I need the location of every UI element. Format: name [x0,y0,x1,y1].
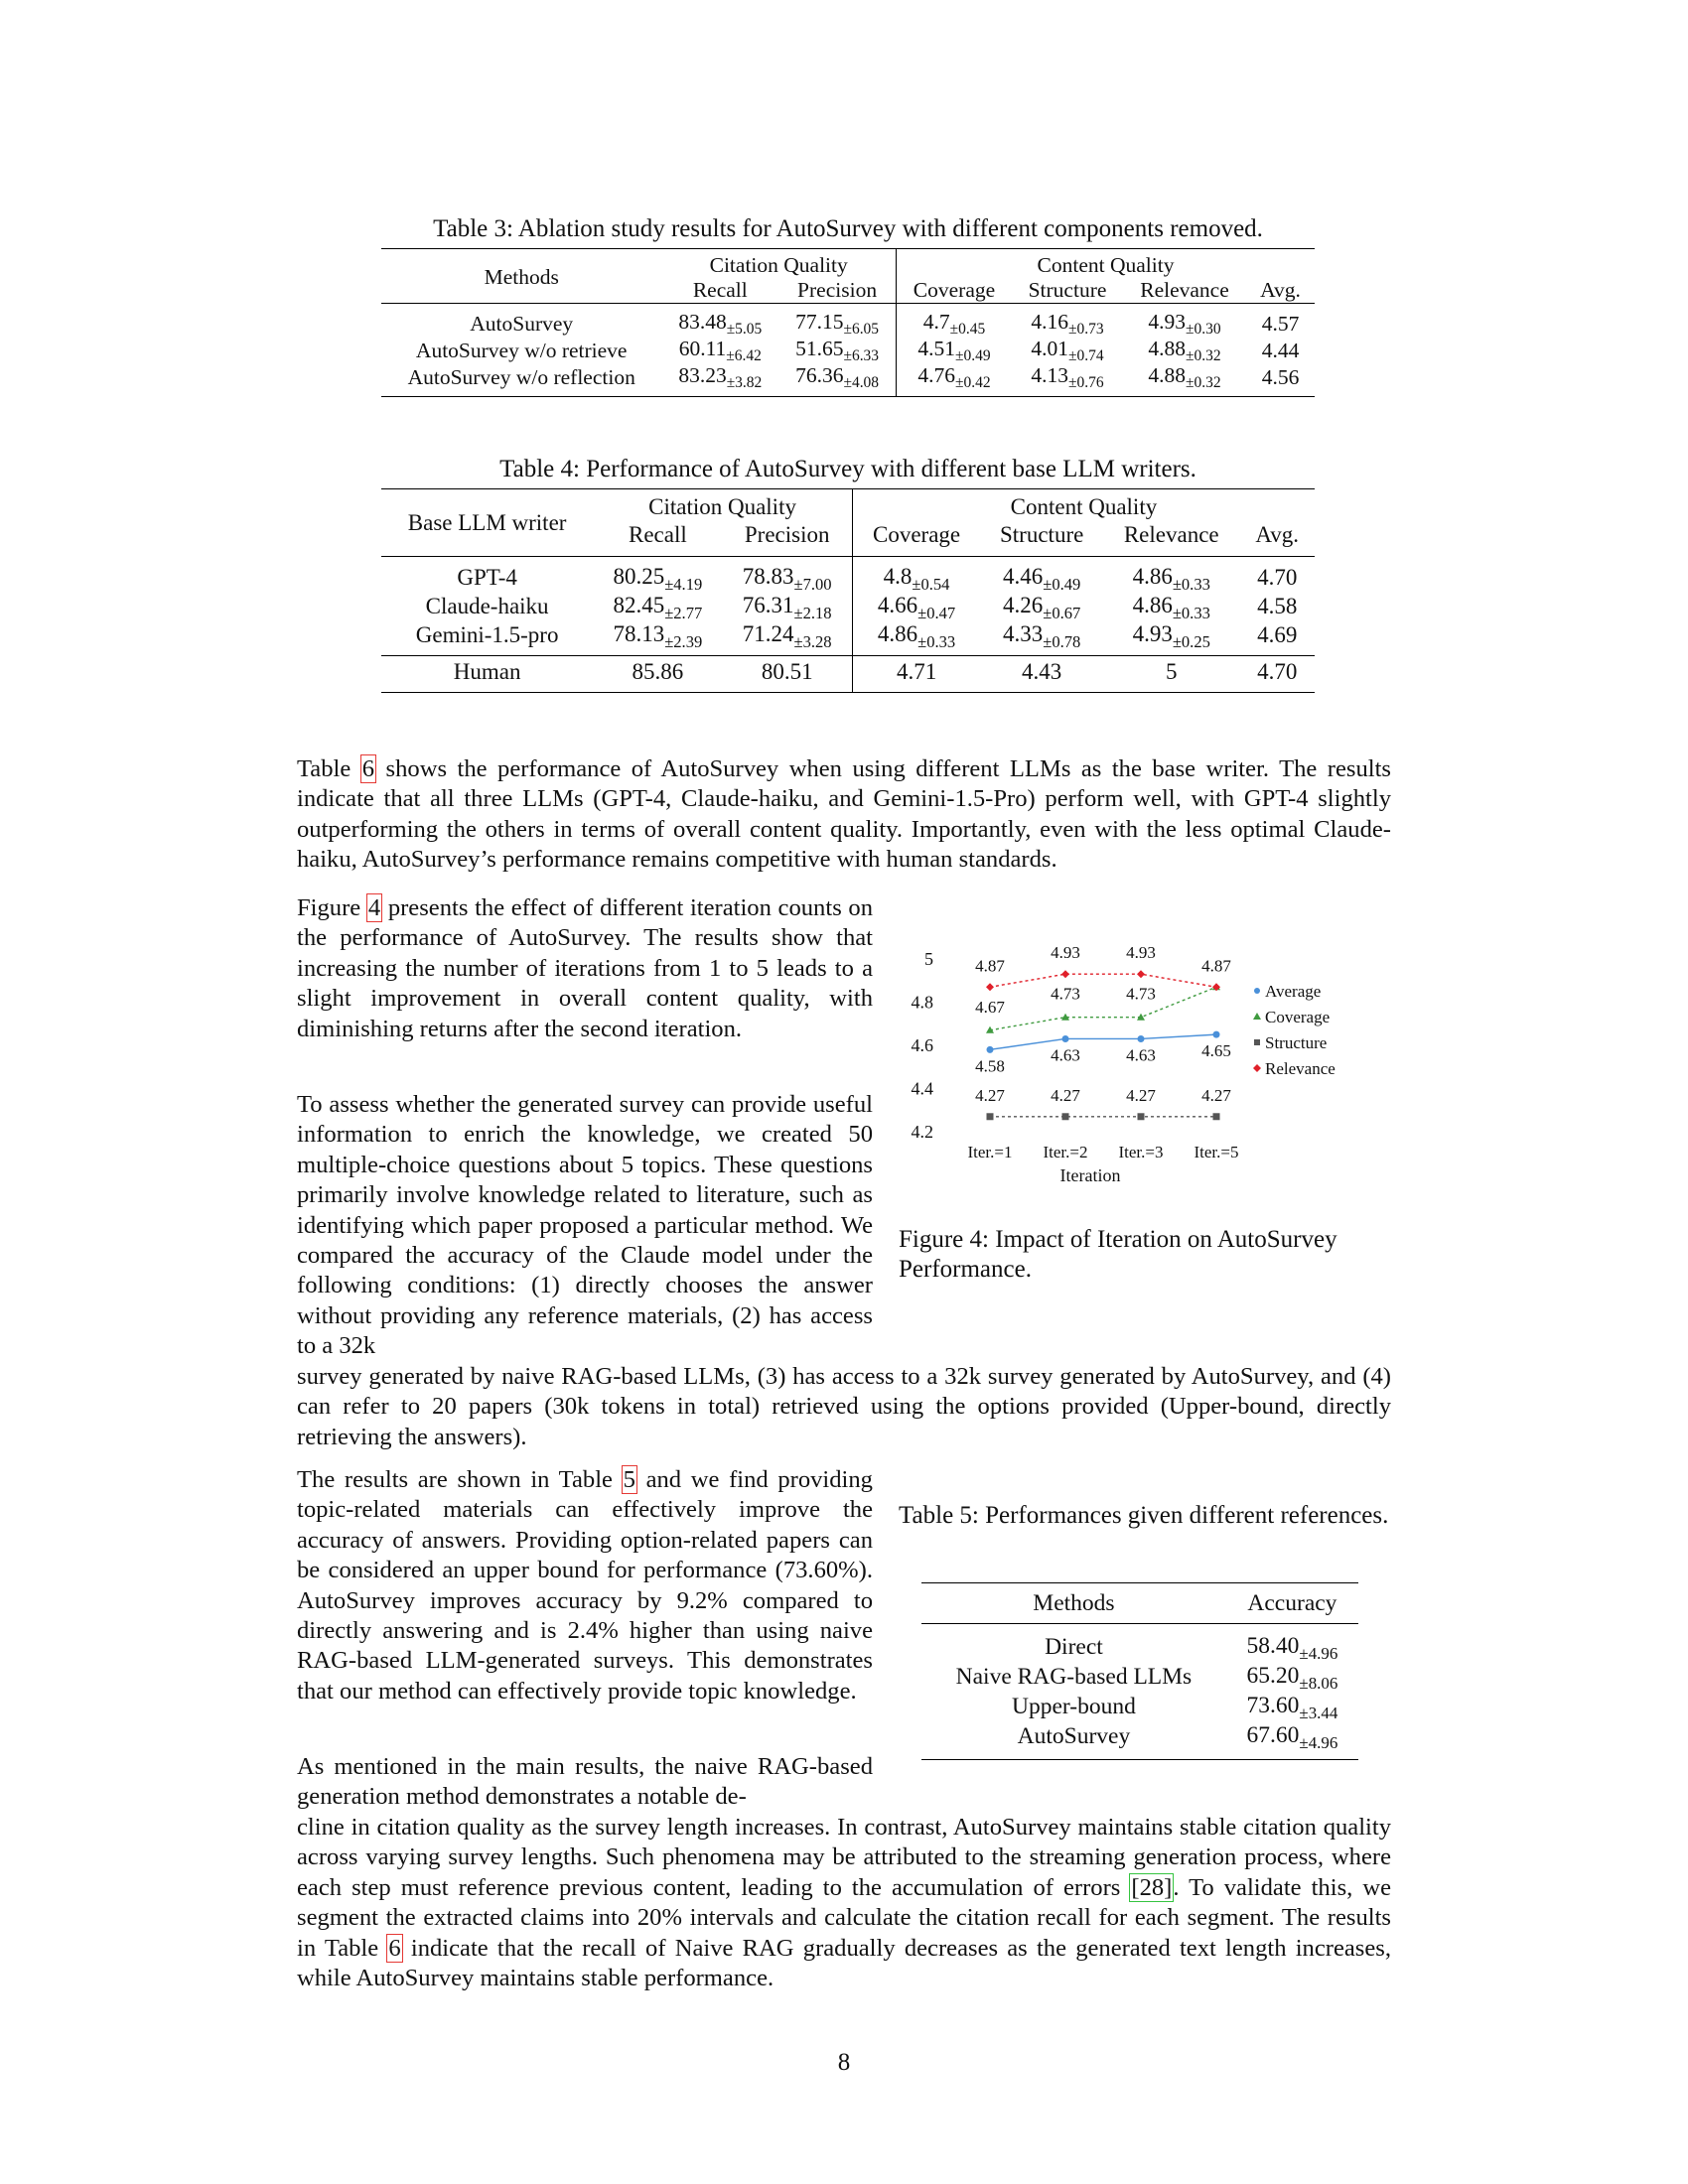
page-number: 8 [837,2049,851,2076]
table3-cell: 83.48 [678,310,727,334]
table3 [381,248,1315,397]
table4-cell: Gemini-1.5-pro [415,622,559,647]
table4-cell: 4.8 [883,564,913,589]
data-point [1213,1113,1220,1120]
table3-cell-pm: ±6.42 [726,347,762,365]
data-label: 4.67 [975,997,1005,1017]
table3-cell: 4.51 [917,337,956,360]
table3-cell: 4.88 [1148,337,1187,360]
table3-cell: 77.15 [795,310,844,334]
table4-cell-pm: ±0.47 [917,603,956,622]
table4-cell: 80.51 [761,659,813,684]
table3-cell: 4.13 [1031,363,1069,387]
data-point [1137,970,1145,978]
data-label: 4.27 [1201,1085,1231,1105]
series-line-relevance [990,974,1216,987]
table4-cell: Claude-haiku [425,594,549,618]
table4-cell: 5 [1165,659,1178,684]
table4-cell-pm: ±0.25 [1172,631,1210,651]
table4-cell-pm: ±0.49 [1043,574,1081,594]
x-tick-label: Iter.=3 [1118,1143,1164,1161]
data-label: 4.73 [1126,984,1156,1004]
table3-cell: AutoSurvey [470,311,574,336]
table4-cell-pm: ±4.19 [664,574,703,594]
series-line-average [990,1034,1216,1049]
table3-cell: 60.11 [678,337,727,360]
table4-head-structure: Structure [1000,522,1084,547]
table4-cell-pm: ±2.18 [793,603,832,622]
table3-cell: 4.88 [1148,363,1187,387]
table4-cell: 4.43 [1022,659,1062,684]
table-ref-link[interactable]: 5 [623,1466,635,1493]
table3-cell-pm: ±4.08 [843,374,880,392]
table4-cell: 4.86 [1132,593,1173,617]
table5-cell: AutoSurvey [1017,1722,1131,1749]
table4-cell-pm: ±0.33 [917,631,956,651]
table4-cell-pm: ±7.00 [793,574,832,594]
table4-cell: 80.25 [613,564,665,589]
data-label: 4.87 [1201,956,1231,976]
table3-cell: AutoSurvey w/o reflection [407,364,635,389]
table4-head-writer: Base LLM writer [407,510,567,535]
table4-cell-pm: ±3.28 [793,631,832,651]
table-row [381,592,1315,620]
legend-marker [1253,1064,1261,1072]
table5-head-accuracy: Accuracy [1247,1590,1337,1616]
table5-caption: Table 5: Performances given different references. [899,1502,1389,1529]
table3-cell-pm: ±0.32 [1186,347,1221,365]
text: indicate that the recall of Naive RAG gradually decreases as the generated text length increases, while AutoSurvey maintains stable performance. [297,1934,1392,1992]
data-label: 4.27 [1051,1085,1080,1105]
table-row [381,656,1315,693]
table4-cell: 4.33 [1003,621,1044,646]
text: To assess whether the generated survey can provide useful information to enrich the knowledge, we created 50 multiple-choice questions about 5 topics. These questions primarily involve knowledge related to literature, such as identifying which paper proposed a particular method. We compared the accuracy of the Claude model under the following conditions: (1) directly chooses the answer without providing any reference materials, (2) has access to a 32k [297,1091,873,1360]
table5-cell: 67.60 [1246,1722,1300,1748]
data-label: 4.65 [1201,1041,1231,1061]
data-label: 4.93 [1126,943,1156,963]
table4-cell: 78.83 [742,564,794,589]
paragraph [297,893,873,1044]
y-tick-label: 4.8 [911,992,933,1013]
table5 [921,1582,1358,1760]
table3-head-recall: Recall [692,278,748,302]
legend-marker [1253,1013,1261,1020]
table3-cell-pm: ±3.82 [726,374,763,392]
table-row [921,1662,1358,1692]
table4-head-content: Content Quality [852,489,1315,521]
table3-cell-pm: ±0.49 [955,347,991,365]
table3-cell: 4.76 [917,363,956,387]
table3-cell-pm: ±0.45 [949,321,986,339]
table4-cell: 4.86 [877,621,918,646]
table-row [381,363,1315,397]
paragraph [297,1362,1391,1452]
table3-cell: AutoSurvey w/o retrieve [415,338,628,362]
table5-cell: Direct [1045,1633,1103,1660]
data-label: 4.63 [1126,1045,1156,1065]
table4-cell: GPT-4 [457,565,517,590]
table4 [381,488,1315,693]
paragraph [297,1090,873,1362]
table5-cell: 65.20 [1246,1663,1300,1689]
table3-head-avg: Avg. [1260,278,1301,302]
data-point [1062,1113,1069,1120]
table5-cell-pm: ±3.44 [1299,1703,1338,1722]
table5-cell: Naive RAG-based LLMs [955,1663,1193,1690]
legend-marker [1254,988,1260,994]
table-ref-link[interactable]: 6 [388,1934,401,1962]
data-point [1138,1113,1145,1120]
legend-entry: Relevance [1265,1059,1336,1078]
table3-cell-pm: ±0.74 [1068,347,1104,365]
table5-cell-pm: ±8.06 [1299,1673,1338,1693]
table3-head-relevance: Relevance [1140,278,1229,302]
x-axis-label: Iteration [1059,1165,1121,1185]
table4-cell: 4.70 [1257,659,1298,684]
paragraph [297,1813,1391,1993]
table4-cell: 4.71 [852,656,980,693]
data-label: 4.27 [1126,1085,1156,1105]
table3-caption: Table 3: Ablation study results for AutoSurvey with different components removed. [433,215,1263,242]
y-tick-label: 4.2 [911,1122,933,1142]
paragraph [297,1752,873,1813]
table4-cell: 4.70 [1257,565,1298,590]
table4-cell-pm: ±2.77 [664,603,703,622]
table4-cell: 85.86 [632,659,684,684]
text: Figure [297,894,367,921]
table4-head-precision: Precision [744,522,830,547]
table3-cell-pm: ±0.30 [1186,321,1221,339]
table4-cell: 4.58 [1257,594,1298,618]
table3-head-coverage: Coverage [896,277,1012,304]
data-point [987,1113,994,1120]
table3-cell-pm: ±0.42 [955,374,991,392]
table4-cell: Human [453,659,521,684]
data-label: 4.87 [975,956,1005,976]
table3-cell: 4.16 [1031,310,1069,334]
table3-cell: 4.44 [1261,338,1300,362]
table-row [381,620,1315,656]
text: As mentioned in the main results, the naive RAG-based generation method demonstrates a notable de- [297,1753,873,1811]
table4-cell: 4.86 [1132,564,1173,589]
table4-cell: 76.31 [742,593,794,617]
legend-entry: Coverage [1265,1008,1331,1026]
citation-link[interactable]: [28] [1131,1873,1173,1901]
text: Table [297,755,361,782]
table3-head-methods: Methods [484,265,559,289]
table-row [381,337,1315,363]
table4-cell-pm: ±0.54 [912,574,950,594]
data-point [987,1046,994,1053]
data-point [986,983,994,991]
table4-head-coverage: Coverage [852,520,980,557]
legend-entry: Structure [1265,1033,1328,1052]
table-row [381,304,1315,338]
table3-cell-pm: ±0.76 [1068,374,1104,392]
table4-cell: 4.26 [1003,593,1044,617]
table4-cell-pm: ±0.33 [1172,574,1210,594]
text: and we find providing topic-related materials can effectively improve the accuracy of answers. Providing option-related papers can be considered an upper bound for performance (73.60%). AutoSurvey improves accuracy by 9.2% compared to directly answering and is 2.4% higher than using naive RAG-based LLM-generated surveys. This demonstrates that our method can effectively provide topic knowledge. [297,1466,873,1705]
data-label: 4.63 [1051,1045,1080,1065]
table-row [921,1721,1358,1760]
table4-cell-pm: ±0.33 [1172,603,1210,622]
x-tick-label: Iter.=2 [1043,1143,1088,1161]
table3-cell-pm: ±6.33 [843,347,880,365]
table3-cell: 4.56 [1261,364,1300,389]
table3-head-citation: Citation Quality [709,253,848,277]
data-label: 4.58 [975,1056,1005,1076]
text: The results are shown in Table [297,1466,623,1493]
table4-head-citation: Citation Quality [648,494,796,519]
table4-cell: 4.69 [1257,622,1298,647]
text: . To validate this, we segment the extracted claims into 20% intervals and calculate the citation recall for each segment. The results in Table [297,1873,1391,1962]
table4-caption: Table 4: Performance of AutoSurvey with different base LLM writers. [499,456,1196,482]
table3-cell: 4.93 [1148,310,1187,334]
text: shows the performance of AutoSurvey when using different LLMs as the base writer. The results indicate that all three LLMs (GPT-4, Claude-haiku, and Gemini-1.5-Pro) perform well, with GPT-4 slightly outperforming the others in terms of overall content quality. Importantly, even with the less optimal Claude-haiku, AutoSurvey’s performance remains competitive with human standards. [297,755,1391,874]
data-label: 4.27 [975,1085,1005,1105]
table5-cell-pm: ±4.96 [1299,1643,1338,1663]
table5-cell: 73.60 [1246,1693,1300,1718]
table3-head-structure: Structure [1028,278,1107,302]
x-tick-label: Iter.=1 [967,1143,1013,1161]
text: survey generated by naive RAG-based LLMs, (3) has access to a 32k survey generated by AutoSurvey, and (4) can refer to 20 papers (30k tokens in total) retrieved using the options provided (Upper-bound, directly retrieving the answers). [297,1363,1391,1450]
legend-marker [1254,1039,1260,1045]
figure4-chart [894,933,1370,1201]
table5-cell-pm: ±4.96 [1299,1732,1338,1752]
table3-cell-pm: ±6.05 [843,321,880,339]
table4-cell: 4.46 [1003,564,1044,589]
text: cline in citation quality as the survey length increases. In contrast, AutoSurvey maintains stable citation quality across varying survey lengths. Such phenomena may be attributed to the streaming generation process, where each step must reference previous content, leading to the accumulation of errors [297,1814,1391,1901]
table-ref-link[interactable]: 6 [361,755,375,782]
table3-cell: 4.7 [922,310,950,334]
table4-head-recall: Recall [628,522,687,547]
legend-entry: Average [1265,982,1322,1001]
series-line-coverage [990,984,1216,1030]
table4-cell-pm: ±0.67 [1043,603,1081,622]
table4-cell: 4.93 [1132,621,1173,646]
table5-cell: Upper-bound [1012,1693,1136,1719]
paragraph [297,1465,873,1706]
data-point [1213,1031,1220,1038]
table4-cell-pm: ±2.39 [664,631,703,651]
table-row [921,1692,1358,1721]
y-tick-label: 4.4 [911,1078,933,1099]
table3-cell-pm: ±5.05 [726,321,763,339]
table3-cell: 51.65 [795,337,844,360]
y-tick-label: 5 [924,949,933,969]
table5-head-methods: Methods [1033,1590,1115,1616]
figure-ref-link[interactable]: 4 [367,894,381,921]
data-point [1138,1035,1145,1042]
table4-cell-pm: ±0.78 [1043,631,1081,651]
y-tick-label: 4.6 [911,1035,933,1055]
table4-head-relevance: Relevance [1123,522,1219,547]
data-point [1062,1035,1069,1042]
table5-cell: 58.40 [1246,1633,1300,1659]
data-point [1061,970,1069,978]
table3-head-content: Content Quality [896,249,1315,278]
table3-cell-pm: ±0.73 [1068,321,1104,339]
text: presents the effect of different iteration counts on the performance of AutoSurvey. The results show that increasing the number of iterations from 1 to 5 leads to a slight improvement in overall content quality, with diminishing returns after the second iteration. [297,894,874,1042]
table3-cell: 76.36 [795,363,844,387]
table3-head-precision: Precision [797,278,878,302]
table4-cell: 4.66 [877,593,918,617]
paragraph [297,754,1391,876]
table3-cell-pm: ±0.32 [1186,374,1221,392]
data-label: 4.93 [1051,943,1080,963]
x-tick-label: Iter.=5 [1194,1143,1239,1161]
table4-head-avg: Avg. [1255,522,1300,547]
table-row [381,557,1315,593]
table4-cell: 71.24 [742,621,794,646]
table3-cell: 4.01 [1031,337,1069,360]
figure4-caption: Figure 4: Impact of Iteration on AutoSurvey Performance. [899,1226,1337,1283]
table3-cell: 4.57 [1261,311,1300,336]
table3-cell: 83.23 [678,363,727,387]
table4-cell: 82.45 [613,593,665,617]
table-row [921,1624,1358,1663]
table4-cell: 78.13 [613,621,665,646]
data-label: 4.73 [1051,984,1080,1004]
